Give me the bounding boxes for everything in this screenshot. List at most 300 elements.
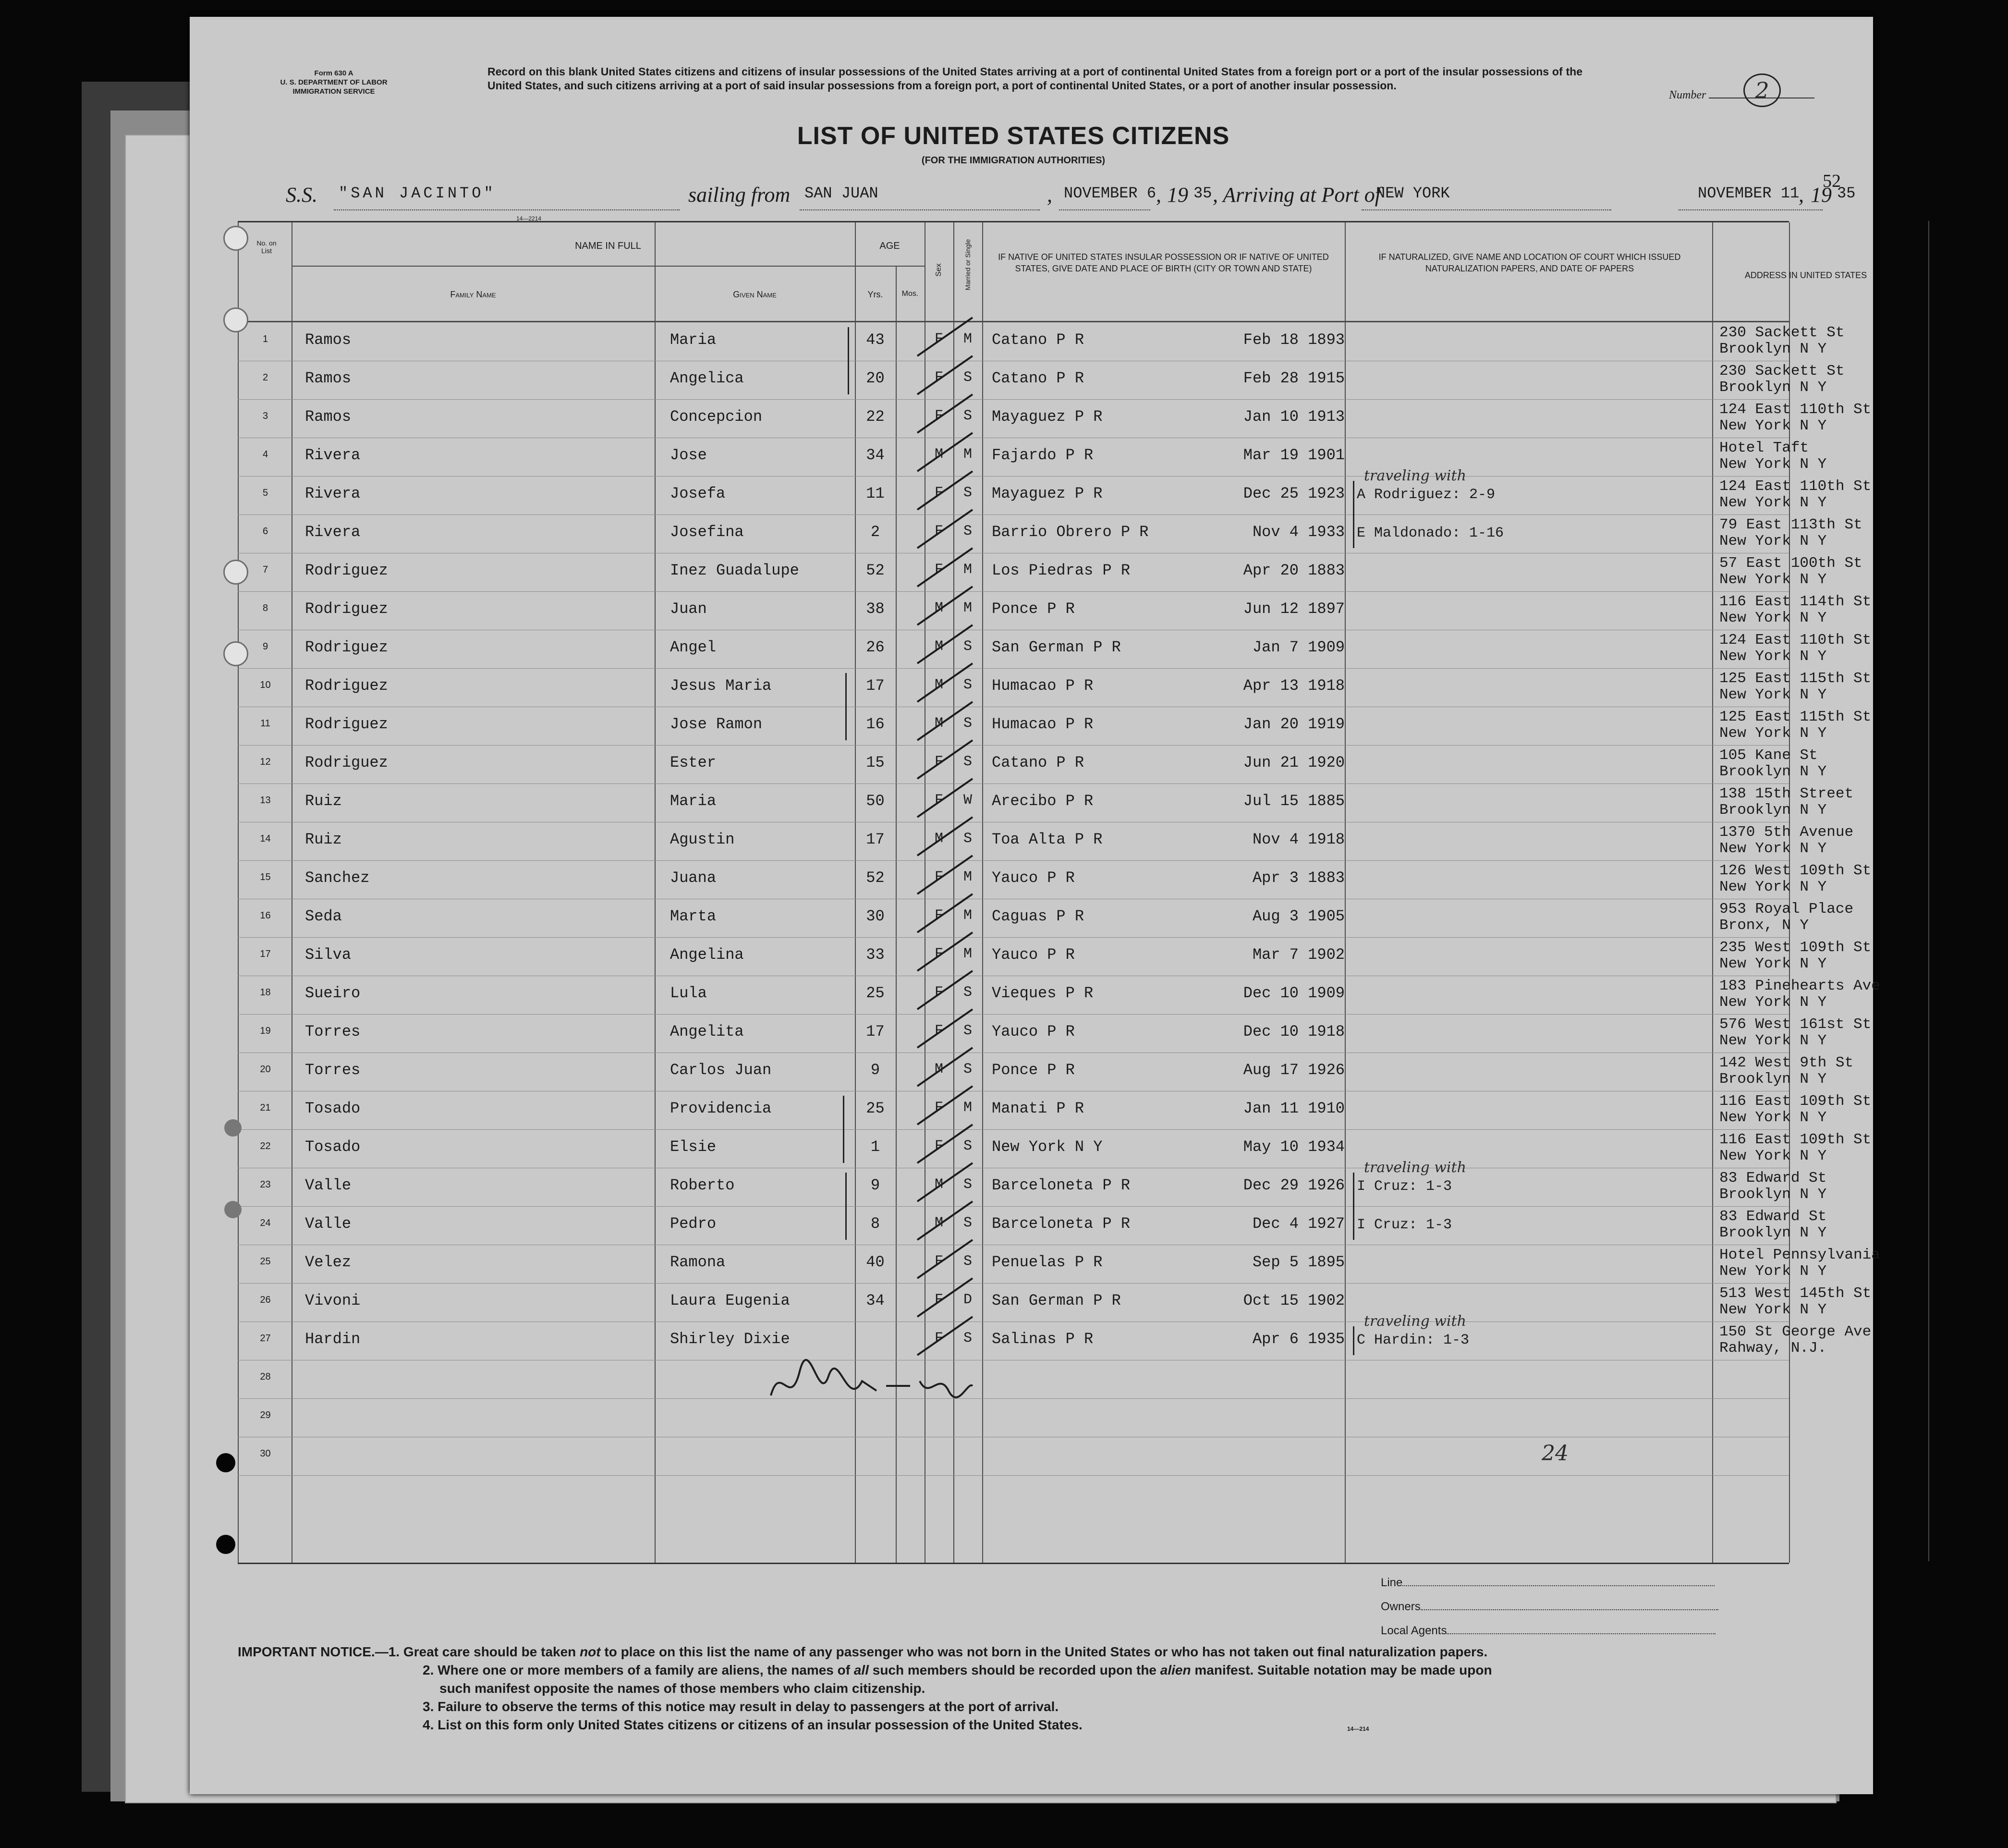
check-stroke <box>917 779 973 817</box>
important-notice <box>238 1643 1823 1734</box>
address-line-2: New York N Y <box>1719 571 1827 588</box>
header-mos: Mos. <box>901 290 919 298</box>
header-yrs: Yrs. <box>867 290 883 299</box>
address-line-1: 230 Sackett St <box>1719 363 1845 379</box>
address-line-1: 138 15th Street <box>1719 785 1854 802</box>
birth-place: Catano P R <box>992 369 1084 387</box>
birth-place: Mayaguez P R <box>992 408 1103 426</box>
row-number: 12 <box>260 757 271 767</box>
page-title: LIST OF UNITED STATES CITIZENS <box>797 122 1230 150</box>
notice-2-cont: such manifest opposite the names of those members who claim citizenship. <box>439 1681 925 1696</box>
naturalization-note: A Rodriguez: 2-9 <box>1357 487 1496 503</box>
check-stroke <box>917 932 973 971</box>
marital-status: S <box>963 369 972 386</box>
family-name: Silva <box>305 946 352 964</box>
binder-hole <box>223 560 248 585</box>
header-age: AGE <box>879 241 900 251</box>
given-name: Maria <box>670 792 717 810</box>
marital-status: D <box>963 1292 972 1308</box>
sex: M <box>934 1061 943 1077</box>
notice-2-end: manifest. Suitable notation may be made upon <box>1191 1663 1492 1677</box>
check-stroke <box>917 817 973 856</box>
binder-hole <box>224 1201 242 1218</box>
handwritten-traveling-with: traveling with <box>1364 1313 1466 1330</box>
row-number: 7 <box>262 564 268 575</box>
check-stroke <box>917 1278 973 1317</box>
marital-status: S <box>963 1138 972 1154</box>
age-years: 9 <box>870 1061 880 1079</box>
family-name: Rivera <box>305 485 361 502</box>
row-number: 2 <box>262 372 268 383</box>
sex: F <box>934 1253 943 1270</box>
sex: F <box>934 984 943 1001</box>
birth-place: Yauco P R <box>992 1023 1075 1040</box>
notice-1-emphasis: not <box>580 1644 601 1659</box>
address-line-1: 124 East 110th St <box>1719 632 1872 649</box>
address-line-1: 235 West 109th St <box>1719 939 1872 956</box>
family-name: Rodriguez <box>305 715 388 733</box>
row-number: 16 <box>260 910 271 921</box>
binder-hole <box>216 1535 235 1554</box>
row-number: 13 <box>260 795 271 806</box>
row-number: 22 <box>260 1141 271 1151</box>
address-line-1: 125 East 115th St <box>1719 709 1872 725</box>
marital-status: M <box>963 600 972 616</box>
birth-place: New York N Y <box>992 1138 1103 1156</box>
birth-date: Dec 4 1927 <box>1252 1215 1345 1233</box>
family-name: Ramos <box>305 369 352 387</box>
birth-place: Salinas P R <box>992 1330 1094 1348</box>
notice-1: 1. Great care should be taken <box>388 1644 580 1659</box>
address-line-2: Brooklyn N Y <box>1719 1071 1827 1088</box>
header-sex: Sex <box>935 263 943 277</box>
row-number: 24 <box>260 1218 271 1228</box>
age-years: 2 <box>870 523 880 541</box>
family-name: Seda <box>305 907 342 925</box>
owners-field <box>1381 1595 1718 1619</box>
birth-date: Jan 11 1910 <box>1243 1100 1345 1117</box>
birth-place: Yauco P R <box>992 946 1075 964</box>
address-line-2: New York N Y <box>1719 494 1827 511</box>
row-number: 6 <box>262 526 268 537</box>
form-number: Form 630 A <box>314 69 353 77</box>
address-line-1: 124 East 110th St <box>1719 478 1872 495</box>
binder-hole <box>224 1119 242 1137</box>
notice-2-emphasis-a: all <box>853 1663 869 1677</box>
check-stroke <box>917 702 973 740</box>
sex: F <box>934 792 943 808</box>
age-years: 16 <box>866 715 885 733</box>
given-name: Lula <box>670 984 707 1002</box>
sex: M <box>934 677 943 693</box>
check-stroke <box>917 394 973 433</box>
marital-status: S <box>963 1176 972 1193</box>
sheet-page-number: 52 <box>1823 171 1841 191</box>
sex: M <box>934 600 943 616</box>
voyage-line: S.S. "SAN JACINTO" sailing from SAN JUAN , NOVEMBER 6 , 19 35 , Arriving at Port of NEW YORK NOVEMBER 11 , 19 35 <box>286 183 1823 216</box>
address-line-2: New York N Y <box>1719 1032 1827 1049</box>
birth-place: Los Piedras P R <box>992 562 1131 579</box>
check-stroke <box>917 894 973 932</box>
sex: M <box>934 1176 943 1193</box>
sex: F <box>934 869 943 885</box>
check-stroke <box>917 1163 973 1201</box>
birth-place: Yauco P R <box>992 869 1075 887</box>
check-stroke <box>917 1317 973 1355</box>
family-name: Rivera <box>305 446 361 464</box>
given-name: Ramona <box>670 1253 726 1271</box>
address-line-2: New York N Y <box>1719 879 1827 895</box>
family-name: Sanchez <box>305 869 370 887</box>
row-number: 14 <box>260 833 271 844</box>
address-line-2: Brooklyn N Y <box>1719 341 1827 357</box>
form-id <box>271 69 396 96</box>
birth-date: Nov 4 1918 <box>1252 831 1345 848</box>
birth-place: Catano P R <box>992 331 1084 349</box>
age-years: 52 <box>866 869 885 887</box>
manifest-page <box>190 17 1880 1794</box>
local-agents-field <box>1381 1619 1718 1643</box>
address-line-2: New York N Y <box>1719 1301 1827 1318</box>
given-name: Josefa <box>670 485 726 502</box>
depart-year-prefix: 19 <box>1167 183 1188 207</box>
age-years: 17 <box>866 677 885 695</box>
marital-status: S <box>963 831 972 847</box>
arrival-date: NOVEMBER 11 <box>1698 184 1800 202</box>
row-number: 30 <box>260 1448 271 1459</box>
check-marks <box>238 222 1789 1563</box>
number-label: Number <box>1669 89 1706 101</box>
header-no-on-list: No. on List <box>256 239 277 255</box>
age-years: 40 <box>866 1253 885 1271</box>
sex: F <box>934 485 943 501</box>
birth-date: Feb 18 1893 <box>1243 331 1345 349</box>
marital-status: S <box>963 715 972 732</box>
row-number: 21 <box>260 1102 271 1113</box>
check-stroke <box>917 1240 973 1278</box>
given-name: Juan <box>670 600 707 618</box>
marital-status: S <box>963 984 972 1001</box>
age-years: 25 <box>866 984 885 1002</box>
check-stroke <box>917 471 973 510</box>
notice-label: IMPORTANT NOTICE.— <box>238 1644 389 1659</box>
birth-place: Humacao P R <box>992 677 1094 695</box>
sex: F <box>934 523 943 539</box>
row-number: 3 <box>262 411 268 421</box>
given-name: Roberto <box>670 1176 735 1194</box>
address-line-1: 513 West 145th St <box>1719 1285 1872 1302</box>
address-line-2: New York N Y <box>1719 456 1827 473</box>
check-stroke <box>917 548 973 587</box>
row-number: 19 <box>260 1026 271 1036</box>
ship-name: "SAN JACINTO" <box>339 184 496 202</box>
row-number: 26 <box>260 1295 271 1305</box>
address-line-1: 105 Kane St <box>1719 747 1818 764</box>
birth-date: Aug 3 1905 <box>1252 907 1345 925</box>
marital-status: S <box>963 638 972 655</box>
family-name: Ramos <box>305 408 352 426</box>
age-years: 17 <box>866 831 885 848</box>
check-stroke <box>917 510 973 548</box>
line-label: Line <box>1381 1576 1403 1589</box>
birth-place: Fajardo P R <box>992 446 1094 464</box>
family-name: Torres <box>305 1061 361 1079</box>
form-code: 14—214 <box>1347 1726 1369 1732</box>
notice-2-emphasis-b: alien <box>1160 1663 1191 1677</box>
check-stroke <box>917 740 973 779</box>
age-years: 50 <box>866 792 885 810</box>
handwritten-traveling-with: traveling with <box>1364 1159 1466 1176</box>
sex: F <box>934 331 943 347</box>
given-name: Agustin <box>670 831 735 848</box>
header-married-or-single: Married or Single <box>964 239 972 291</box>
marital-status: M <box>963 562 972 578</box>
row-number: 11 <box>260 718 270 729</box>
number-field <box>1669 89 1814 102</box>
row-number: 8 <box>262 603 268 613</box>
marital-status: S <box>963 408 972 424</box>
family-name: Vivoni <box>305 1292 361 1310</box>
family-name: Torres <box>305 1023 361 1040</box>
birth-date: Apr 13 1918 <box>1243 677 1345 695</box>
address-line-2: New York N Y <box>1719 955 1827 972</box>
given-name: Angelica <box>670 369 744 387</box>
check-stroke <box>917 663 973 702</box>
given-name: Ester <box>670 754 717 771</box>
marital-status: S <box>963 754 972 770</box>
age-years: 43 <box>866 331 885 349</box>
address-line-1: 150 St George Ave <box>1719 1323 1872 1340</box>
birth-date: Jun 12 1897 <box>1243 600 1345 618</box>
address-line-1: 83 Edward St <box>1719 1170 1827 1187</box>
birth-date: Apr 6 1935 <box>1252 1330 1345 1348</box>
age-years: 1 <box>870 1138 880 1156</box>
birth-place: Catano P R <box>992 754 1084 771</box>
birth-date: Dec 29 1926 <box>1243 1176 1345 1194</box>
header-place-of-birth: IF NATIVE OF UNITED STATES INSULAR POSSESSION OR IF NATIVE OF UNITED STATES, GIVE DATE AND PLACE OF BIRTH (CITY OR TOWN AND STATE) <box>998 252 1329 273</box>
birth-date: Jan 7 1909 <box>1252 638 1345 656</box>
check-stroke <box>917 971 973 1009</box>
sex: F <box>934 369 943 386</box>
row-number: 17 <box>260 949 271 959</box>
sex: M <box>934 446 943 463</box>
depart-date: NOVEMBER 6 <box>1064 184 1156 202</box>
marital-status: S <box>963 677 972 693</box>
sex: F <box>934 408 943 424</box>
birth-date: Oct 15 1902 <box>1243 1292 1345 1310</box>
check-stroke <box>917 587 973 625</box>
birth-place: Barceloneta P R <box>992 1176 1131 1194</box>
birth-place: San German P R <box>992 638 1121 656</box>
sex: F <box>934 907 943 924</box>
number-value: 2 <box>1743 73 1781 107</box>
line-field <box>1381 1571 1718 1595</box>
given-name: Angel <box>670 638 717 656</box>
birth-date: Mar 7 1902 <box>1252 946 1345 964</box>
sailing-label: sailing from <box>688 183 791 207</box>
birth-place: Penuelas P R <box>992 1253 1103 1271</box>
address-line-2: Rahway, N.J. <box>1719 1340 1827 1357</box>
age-years: 25 <box>866 1100 885 1117</box>
check-stroke <box>917 1201 973 1240</box>
birth-place: Ponce P R <box>992 600 1075 618</box>
family-name: Ruiz <box>305 831 342 848</box>
given-name: Juana <box>670 869 717 887</box>
from-port: SAN JUAN <box>804 184 878 202</box>
address-line-2: New York N Y <box>1719 994 1827 1011</box>
address-line-1: 953 Royal Place <box>1719 901 1854 918</box>
manifest-table <box>238 221 1880 1564</box>
arriving-label: , Arriving at Port of <box>1213 183 1381 207</box>
age-years: 26 <box>866 638 885 656</box>
address-line-2: New York N Y <box>1719 648 1827 665</box>
birth-date: Dec 10 1909 <box>1243 984 1345 1002</box>
family-name: Rodriguez <box>305 754 388 771</box>
marital-status: S <box>963 523 972 539</box>
depart-year: 35 <box>1193 184 1212 202</box>
given-name: Carlos Juan <box>670 1061 772 1079</box>
check-stroke <box>917 1009 973 1048</box>
check-stroke <box>917 1125 973 1163</box>
marital-status: S <box>963 485 972 501</box>
age-years: 52 <box>866 562 885 579</box>
row-number: 9 <box>262 641 268 652</box>
address-line-2: New York N Y <box>1719 417 1827 434</box>
address-line-2: New York N Y <box>1719 1148 1827 1164</box>
birth-place: Barrio Obrero P R <box>992 523 1149 541</box>
sex: M <box>934 715 943 732</box>
birth-date: Nov 4 1933 <box>1252 523 1345 541</box>
check-stroke <box>917 433 973 471</box>
birth-date: Mar 19 1901 <box>1243 446 1345 464</box>
given-name: Inez Guadalupe <box>670 562 799 579</box>
sex: F <box>934 946 943 962</box>
page-subtitle: (FOR THE IMMIGRATION AUTHORITIES) <box>921 155 1106 166</box>
address-line-2: New York N Y <box>1719 686 1827 703</box>
shipping-line-fields <box>1381 1571 1718 1643</box>
birth-place: Barceloneta P R <box>992 1215 1131 1233</box>
age-years: 17 <box>866 1023 885 1040</box>
address-line-2: New York N Y <box>1719 1109 1827 1126</box>
family-name: Rodriguez <box>305 562 388 579</box>
row-number: 29 <box>260 1410 271 1420</box>
marital-status: S <box>963 1253 972 1270</box>
address-line-1: 1370 5th Avenue <box>1719 824 1854 841</box>
family-name: Rodriguez <box>305 638 388 656</box>
header-family-name: Family Name <box>450 290 496 299</box>
birth-date: Dec 25 1923 <box>1243 485 1345 502</box>
birth-date: Jan 20 1919 <box>1243 715 1345 733</box>
arrival-port: NEW YORK <box>1376 184 1450 202</box>
header-naturalized: IF NATURALIZED, GIVE NAME AND LOCATION OF COURT WHICH ISSUED NATURALIZATION PAPERS, AND DATE OF PAPERS <box>1378 252 1681 273</box>
sex: F <box>934 754 943 770</box>
naturalization-note: C Hardin: 1-3 <box>1357 1332 1470 1348</box>
check-stroke <box>917 356 973 394</box>
age-years: 34 <box>866 446 885 464</box>
address-line-1: 116 East 109th St <box>1719 1131 1872 1148</box>
birth-place: Vieques P R <box>992 984 1094 1002</box>
sex: F <box>934 1292 943 1308</box>
family-name: Ramos <box>305 331 352 349</box>
address-line-1: 576 West 161st St <box>1719 1016 1872 1033</box>
notice-2-mid: such members should be recorded upon the <box>869 1663 1160 1677</box>
marital-status: M <box>963 869 972 885</box>
family-name: Sueiro <box>305 984 361 1002</box>
address-line-2: New York N Y <box>1719 725 1827 742</box>
address-line-2: New York N Y <box>1719 840 1827 857</box>
address-line-2: New York N Y <box>1719 610 1827 626</box>
address-line-1: 126 West 109th St <box>1719 862 1872 879</box>
department-name: U. S. DEPARTMENT OF LABOR <box>280 78 388 86</box>
birth-date: Dec 10 1918 <box>1243 1023 1345 1040</box>
family-name: Rodriguez <box>305 677 388 695</box>
naturalization-note: I Cruz: 1-3 <box>1357 1217 1452 1233</box>
family-name: Velez <box>305 1253 352 1271</box>
given-name: Laura Eugenia <box>670 1292 790 1310</box>
ss-label: S.S. <box>286 183 317 207</box>
notice-3: 3. Failure to observe the terms of this notice may result in delay to passengers at the port of arrival. <box>423 1699 1059 1714</box>
handwritten-signature <box>766 1352 977 1420</box>
address-line-2: Brooklyn N Y <box>1719 1224 1827 1241</box>
family-name: Tosado <box>305 1100 361 1117</box>
given-name: Angelina <box>670 946 744 964</box>
given-name: Josefina <box>670 523 744 541</box>
address-line-2: Brooklyn N Y <box>1719 802 1827 819</box>
address-line-2: Brooklyn N Y <box>1719 379 1827 396</box>
marital-status: S <box>963 1023 972 1039</box>
given-name: Jesus Maria <box>670 677 772 695</box>
check-stroke <box>917 856 973 894</box>
check-stroke <box>917 625 973 663</box>
birth-place: Ponce P R <box>992 1061 1075 1079</box>
binder-hole <box>223 226 248 251</box>
address-line-2: New York N Y <box>1719 1263 1827 1280</box>
owners-label: Owners <box>1381 1600 1421 1613</box>
given-name: Jose Ramon <box>670 715 763 733</box>
notice-2: 2. Where one or more members of a family are aliens, the names of <box>423 1663 854 1677</box>
address-line-1: 230 Sackett St <box>1719 324 1845 341</box>
sex: F <box>934 1023 943 1039</box>
header-address: ADDRESS IN UNITED STATES <box>1744 270 1867 280</box>
birth-date: Sep 5 1895 <box>1252 1253 1345 1271</box>
given-name: Providencia <box>670 1100 772 1117</box>
print-code: 14—2214 <box>516 215 542 222</box>
birth-date: Apr 20 1883 <box>1243 562 1345 579</box>
arrival-year: 35 <box>1837 184 1856 202</box>
row-number: 27 <box>260 1333 271 1344</box>
binder-hole <box>223 641 248 666</box>
notice-1-rest: to place on this list the name of any passenger who was not born in the United States or who has not taken out final naturalization papers. <box>600 1644 1488 1659</box>
sex: M <box>934 831 943 847</box>
address-line-1: 79 East 113th St <box>1719 516 1862 533</box>
age-years: 38 <box>866 600 885 618</box>
marital-status: M <box>963 331 972 347</box>
marital-status: S <box>963 1215 972 1231</box>
row-number: 25 <box>260 1256 271 1267</box>
age-years: 22 <box>866 408 885 426</box>
birth-place: Mayaguez P R <box>992 485 1103 502</box>
given-name: Elsie <box>670 1138 717 1156</box>
family-name: Ruiz <box>305 792 342 810</box>
passenger-count: 24 <box>1542 1441 1569 1466</box>
binder-hole <box>216 1453 235 1472</box>
sex: F <box>934 1100 943 1116</box>
family-name: Valle <box>305 1176 352 1194</box>
marital-status: S <box>963 1330 972 1346</box>
family-name: Valle <box>305 1215 352 1233</box>
given-name: Concepcion <box>670 408 763 426</box>
address-line-1: 116 East 109th St <box>1719 1093 1872 1110</box>
